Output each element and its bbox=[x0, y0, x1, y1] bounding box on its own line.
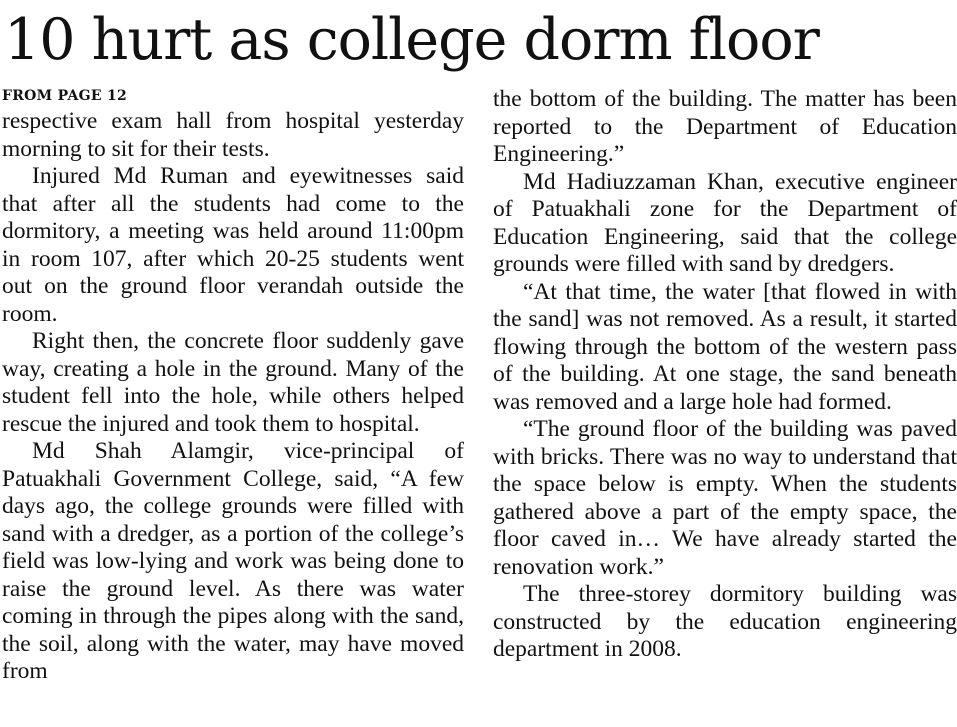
right-column bbox=[493, 86, 957, 664]
paragraph: Md Hadiuzzaman Khan, executive engineer of Patuakhali zone for the Department of Education Engineering, said that the college grounds were filled with sand by dredgers. bbox=[493, 168, 957, 277]
left-column bbox=[2, 108, 464, 686]
jump-kicker: FROM PAGE 12 bbox=[2, 88, 128, 104]
paragraph: the bottom of the building. The matter has been reported to the Department of Education Engineering.” bbox=[493, 86, 957, 167]
paragraph: “At that time, the water [that flowed in with the sand] was not removed. As a result, it started flowing through the bottom of the western pass of the building. At one stage, the sand beneath was removed and a large hole had formed. bbox=[493, 278, 957, 415]
paragraph: The three-storey dormitory building was constructed by the education engineering department in 2008. bbox=[493, 581, 957, 662]
paragraph: Right then, the concrete floor suddenly gave way, creating a hole in the ground. Many of the student fell into the hole, while others helped rescue the injured and took them to hospital. bbox=[2, 328, 464, 437]
paragraph: respective exam hall from hospital yesterday morning to sit for their tests. bbox=[2, 108, 464, 162]
paragraph: Md Shah Alamgir, vice-principal of Patuakhali Government College, said, “A few days ago, the college grounds were filled with sand with a dredger, as a portion of the college’s field was low-lying and work was being done to raise the ground level. As there was water coming in through the pipes along with the sand, the soil, along with the water, may have moved from bbox=[2, 438, 464, 684]
headline: 10 hurt as college dorm floor bbox=[4, 7, 819, 73]
paragraph: “The ground floor of the building was paved with bricks. There was no way to understand that the space below is empty. When the students gathered above a part of the empty space, the floor caved in… We have already started the renovation work.” bbox=[493, 416, 957, 580]
paragraph: Injured Md Ruman and eyewitnesses said that after all the students had come to the dormitory, a meeting was held around 11:00pm in room 107, after which 20-25 students went out on the ground floor verandah outside the room. bbox=[2, 163, 464, 327]
